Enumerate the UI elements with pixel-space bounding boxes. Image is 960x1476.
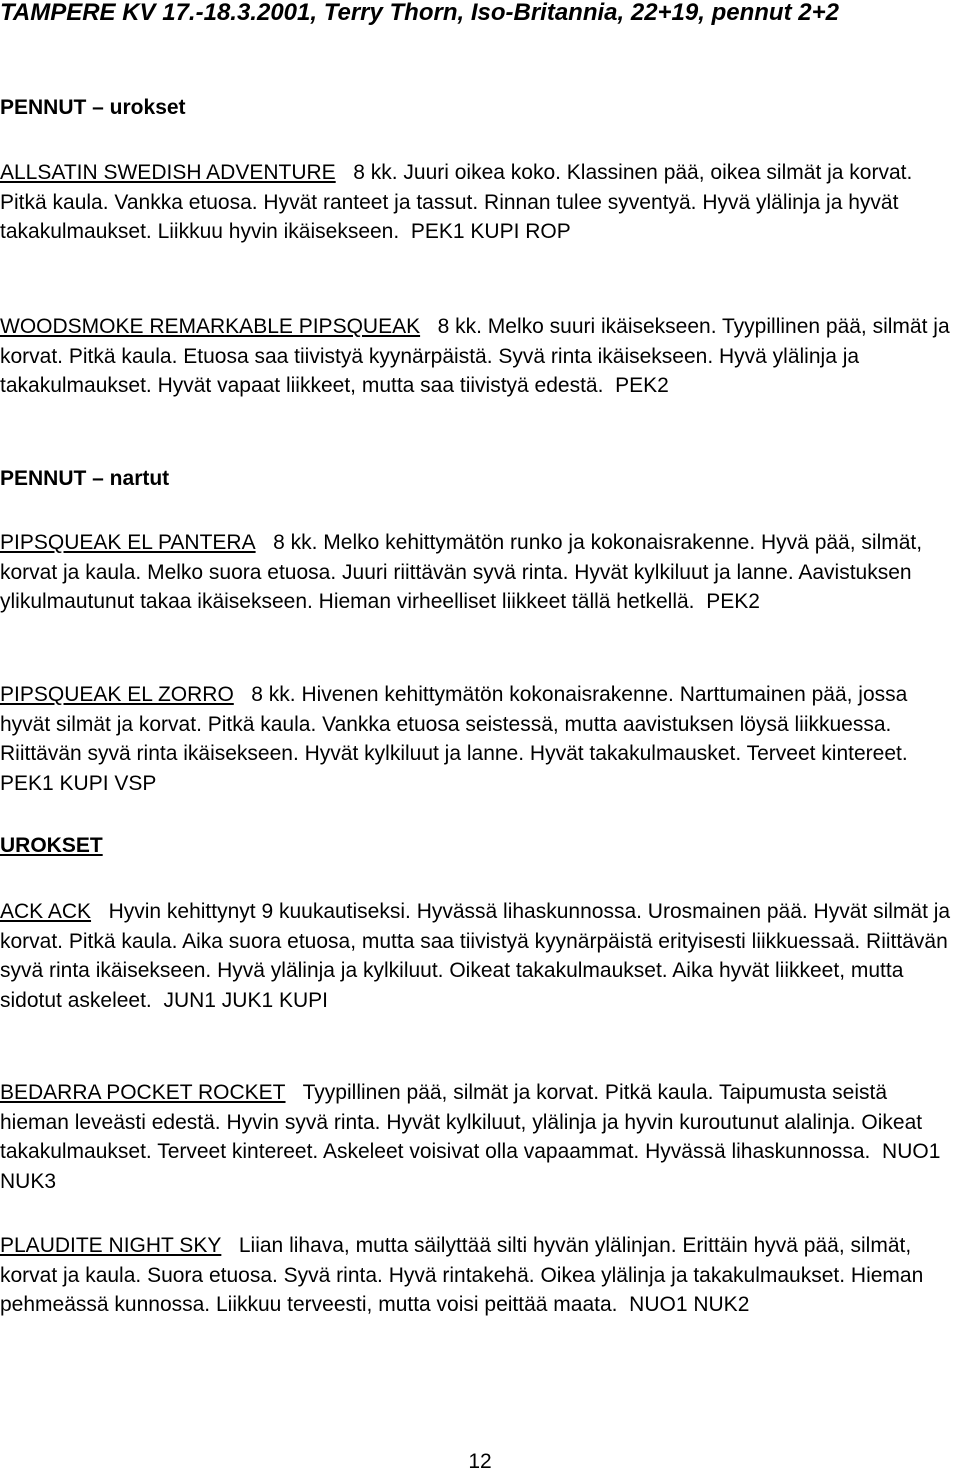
- section-heading-puppies-females: PENNUT – nartut: [0, 467, 170, 490]
- entry-woodsmoke-remarkable-pipsqueak: [0, 312, 958, 401]
- result-text: PEK2: [615, 374, 669, 397]
- result-text: NUO1 NUK2: [629, 1293, 750, 1316]
- entry-bedarra-pocket-rocket: [0, 1078, 958, 1196]
- critique-text: 8 kk. Melko suuri ikäisekseen. Tyypillinen pää, silmät ja korvat. Pitkä kaula. Etuosa saa tiivistyä kyynärpäistä. Syvä rinta ikäisekseen. Hyvä ylälinja ja takakulmaukset. Hyvät vapaat liikkeet, mutta saa tiivistyä edestä.: [0, 315, 950, 397]
- result-text: PEK2: [706, 590, 760, 613]
- entry-pipsqueak-el-pantera: [0, 528, 958, 617]
- section-heading-males: UROKSET: [0, 834, 103, 857]
- dog-name: ALLSATIN SWEDISH ADVENTURE: [0, 161, 336, 184]
- result-text: PEK1 KUPI VSP: [0, 771, 157, 795]
- critique-text: Liian lihava, mutta säilyttää silti hyvän ylälinjan. Erittäin hyvä pää, silmät, korvat ja kaula. Suora etuosa. Syvä rinta. Hyvä rintakehä. Oikea ylälinja ja takakulmaukset. Hieman pehmeässä kunnossa. Liikkuu terveesti, mutta voisi peittää maata.: [0, 1234, 924, 1316]
- dog-name: PIPSQUEAK EL PANTERA: [0, 531, 256, 554]
- dog-name: PIPSQUEAK EL ZORRO: [0, 683, 234, 706]
- dog-name: WOODSMOKE REMARKABLE PIPSQUEAK: [0, 315, 421, 338]
- dog-name: ACK ACK: [0, 900, 92, 923]
- document-title: TAMPERE KV 17.-18.3.2001, Terry Thorn, Iso-Britannia, 22+19, pennut 2+2: [0, 0, 839, 26]
- critique-text: 8 kk. Juuri oikea koko. Klassinen pää, oikea silmät ja korvat. Pitkä kaula. Vankka etuosa. Hyvät ranteet ja tassut. Rinnan tulee syventyä. Hyvä ylälinja ja hyvät takakulmaukset. Liikkuu hyvin ikäisekseen.: [0, 161, 913, 243]
- section-heading-puppies-males: PENNUT – urokset: [0, 96, 186, 119]
- result-text: JUN1 JUK1 KUPI: [163, 988, 328, 1012]
- dog-name: BEDARRA POCKET ROCKET: [0, 1081, 286, 1104]
- critique-text: Hyvin kehittynyt 9 kuukautiseksi. Hyvässä lihaskunnossa. Urosmainen pää. Hyvät silmät ja korvat. Pitkä kaula. Aika suora etuosa, mutta saa tiivistyä kyynärpäistä erityisesti liikkuessaä. Riittävän syvä rinta ikäisekseen. Hyvä ylälinja ja kylkiluut. Oikeat takakulmaukset. Aika hyvät liikkeet, mutta sidotut askeleet.: [0, 900, 951, 1012]
- entry-plaudite-night-sky: [0, 1231, 958, 1320]
- result-text: PEK1 KUPI ROP: [410, 220, 571, 243]
- dog-name: PLAUDITE NIGHT SKY: [0, 1234, 222, 1257]
- critique-text: 8 kk. Melko kehittymätön runko ja kokonaisrakenne. Hyvä pää, silmät, korvat ja kaula. Melko suora etuosa. Juuri riittävän syvä rinta. Hyvät kylkiluut ja lanne. Aavistuksen ylikulmautunut takaa ikäisekseen. Hieman virheelliset liikkeet tällä hetkellä.: [0, 531, 923, 613]
- entry-allsatin-swedish-adventure: [0, 158, 958, 247]
- entry-pipsqueak-el-zorro: [0, 680, 958, 798]
- critique-text: Tyypillinen pää, silmät ja korvat. Pitkä kaula. Taipumusta seistä hieman leveästi edestä. Hyvin syvä rinta. Hyvät kylkiluut, ylälinja ja hyvin kuroutunut alalinja. Oikeat takakulmaukset. Terveet kintereet. Askeleet voisivat olla vapaammat. Hyvässä lihaskunnossa.: [0, 1081, 923, 1163]
- critique-text: 8 kk. Hivenen kehittymätön kokonaisrakenne. Narttumainen pää, jossa hyvät silmät ja korvat. Pitkä kaula. Vankka etuosa seistessä, mutta aavistuksen löysä liikkuessa. Riittävän syvä rinta ikäisekseen. Hyvät kylkiluut ja lanne. Hyvät takakulmausket. Terveet kintereet.: [0, 683, 908, 765]
- entry-ack-ack: [0, 897, 958, 1015]
- result-text: NUO1 NUK3: [0, 1140, 941, 1193]
- page-number: 12: [468, 1450, 492, 1473]
